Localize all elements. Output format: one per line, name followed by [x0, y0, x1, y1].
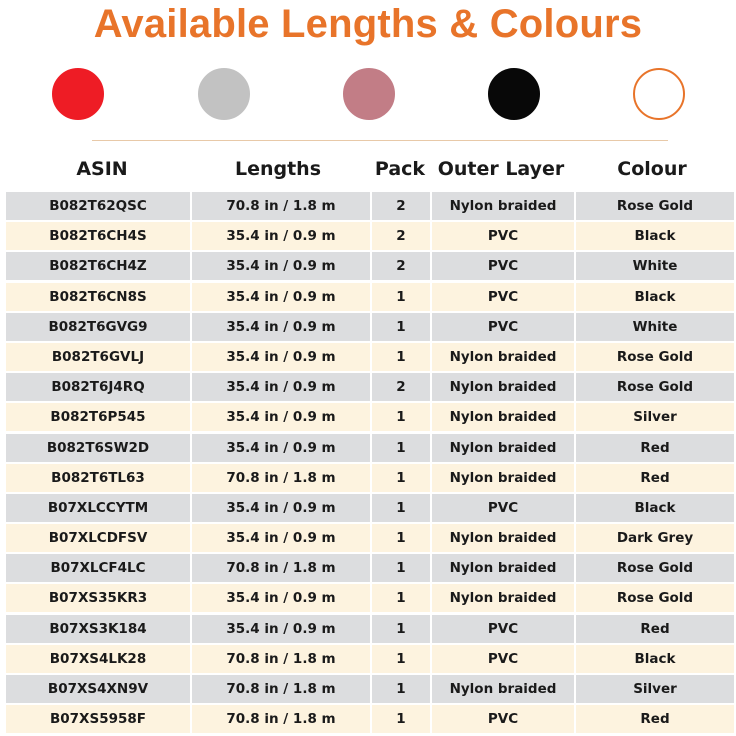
table-row	[6, 192, 734, 222]
cell-outer-layer: PVC	[432, 252, 574, 280]
table-row	[6, 615, 734, 645]
cell-pack: 1	[372, 343, 430, 371]
cell-length: 35.4 in / 0.9 m	[192, 584, 370, 612]
cell-colour: Red	[576, 464, 734, 492]
table-row	[6, 343, 734, 373]
colour-swatches	[0, 68, 736, 122]
cell-pack: 1	[372, 554, 430, 582]
cell-asin: B07XLCDFSV	[6, 524, 190, 552]
cell-pack: 2	[372, 222, 430, 250]
cell-colour: Rose Gold	[576, 554, 734, 582]
cell-colour: Black	[576, 283, 734, 311]
cell-asin: B07XS4LK28	[6, 645, 190, 673]
cell-length: 70.8 in / 1.8 m	[192, 675, 370, 703]
cell-outer-layer: Nylon braided	[432, 554, 574, 582]
cell-asin: B082T6TL63	[6, 464, 190, 492]
cell-pack: 1	[372, 434, 430, 462]
cell-outer-layer: PVC	[432, 494, 574, 522]
cell-asin: B082T6CN8S	[6, 283, 190, 311]
cell-outer-layer: PVC	[432, 645, 574, 673]
cell-outer-layer: PVC	[432, 283, 574, 311]
cell-pack: 2	[372, 373, 430, 401]
divider	[92, 140, 668, 141]
cell-length: 70.8 in / 1.8 m	[192, 554, 370, 582]
column-header-outer-layer: Outer Layer	[437, 158, 565, 180]
cell-pack: 1	[372, 494, 430, 522]
table-row	[6, 252, 734, 282]
table-row	[6, 675, 734, 705]
cell-pack: 1	[372, 615, 430, 643]
cell-outer-layer: Nylon braided	[432, 464, 574, 492]
cell-outer-layer: Nylon braided	[432, 403, 574, 431]
cell-length: 70.8 in / 1.8 m	[192, 645, 370, 673]
table-row	[6, 524, 734, 554]
table-row	[6, 373, 734, 403]
cell-outer-layer: Nylon braided	[432, 524, 574, 552]
table-row	[6, 464, 734, 494]
cell-outer-layer: PVC	[432, 313, 574, 341]
cell-asin: B07XLCCYTM	[6, 494, 190, 522]
cell-colour: Silver	[576, 403, 734, 431]
cell-length: 35.4 in / 0.9 m	[192, 524, 370, 552]
cell-length: 70.8 in / 1.8 m	[192, 464, 370, 492]
cell-outer-layer: PVC	[432, 222, 574, 250]
column-header-asin: ASIN	[76, 158, 128, 180]
cell-colour: Red	[576, 705, 734, 733]
cell-colour: Rose Gold	[576, 343, 734, 371]
cell-asin: B082T6P545	[6, 403, 190, 431]
cell-pack: 1	[372, 524, 430, 552]
cell-outer-layer: Nylon braided	[432, 192, 574, 220]
cell-colour: Silver	[576, 675, 734, 703]
cell-pack: 1	[372, 313, 430, 341]
cell-colour: Rose Gold	[576, 584, 734, 612]
cell-asin: B082T6GVG9	[6, 313, 190, 341]
table-row	[6, 313, 734, 343]
cell-asin: B07XS35KR3	[6, 584, 190, 612]
cell-length: 35.4 in / 0.9 m	[192, 434, 370, 462]
cell-pack: 1	[372, 584, 430, 612]
cell-outer-layer: Nylon braided	[432, 675, 574, 703]
table-body	[6, 192, 734, 735]
cell-asin: B082T62QSC	[6, 192, 190, 220]
cell-length: 70.8 in / 1.8 m	[192, 192, 370, 220]
cell-pack: 1	[372, 283, 430, 311]
white-swatch	[633, 68, 685, 120]
black-swatch	[488, 68, 540, 120]
cell-length: 70.8 in / 1.8 m	[192, 705, 370, 733]
table-header	[0, 154, 736, 184]
column-header-lengths: Lengths	[234, 158, 322, 180]
cell-outer-layer: Nylon braided	[432, 373, 574, 401]
column-header-pack: Pack	[374, 158, 426, 180]
cell-length: 35.4 in / 0.9 m	[192, 222, 370, 250]
cell-asin: B082T6SW2D	[6, 434, 190, 462]
cell-asin: B07XS4XN9V	[6, 675, 190, 703]
cell-length: 35.4 in / 0.9 m	[192, 343, 370, 371]
cell-asin: B082T6CH4S	[6, 222, 190, 250]
red-swatch	[52, 68, 104, 120]
table-row	[6, 222, 734, 252]
cell-outer-layer: Nylon braided	[432, 584, 574, 612]
cell-length: 35.4 in / 0.9 m	[192, 403, 370, 431]
cell-asin: B07XS5958F	[6, 705, 190, 733]
table-row	[6, 403, 734, 433]
cell-colour: Black	[576, 645, 734, 673]
cell-asin: B082T6CH4Z	[6, 252, 190, 280]
cell-pack: 1	[372, 675, 430, 703]
cell-colour: Rose Gold	[576, 373, 734, 401]
cell-asin: B082T6GVLJ	[6, 343, 190, 371]
table-row	[6, 705, 734, 735]
cell-colour: Rose Gold	[576, 192, 734, 220]
table-row	[6, 494, 734, 524]
cell-pack: 2	[372, 252, 430, 280]
table-row	[6, 434, 734, 464]
cell-outer-layer: PVC	[432, 615, 574, 643]
cell-colour: Black	[576, 222, 734, 250]
cell-pack: 1	[372, 464, 430, 492]
table-row	[6, 554, 734, 584]
cell-length: 35.4 in / 0.9 m	[192, 615, 370, 643]
cell-length: 35.4 in / 0.9 m	[192, 313, 370, 341]
cell-pack: 1	[372, 403, 430, 431]
cell-colour: Red	[576, 615, 734, 643]
cell-colour: White	[576, 313, 734, 341]
rose-gold-swatch	[343, 68, 395, 120]
cell-length: 35.4 in / 0.9 m	[192, 494, 370, 522]
cell-pack: 1	[372, 705, 430, 733]
cell-length: 35.4 in / 0.9 m	[192, 373, 370, 401]
cell-pack: 1	[372, 645, 430, 673]
cell-colour: White	[576, 252, 734, 280]
cell-length: 35.4 in / 0.9 m	[192, 252, 370, 280]
cell-colour: Dark Grey	[576, 524, 734, 552]
cell-outer-layer: Nylon braided	[432, 434, 574, 462]
cell-asin: B07XS3K184	[6, 615, 190, 643]
cell-length: 35.4 in / 0.9 m	[192, 283, 370, 311]
cell-outer-layer: Nylon braided	[432, 343, 574, 371]
cell-asin: B082T6J4RQ	[6, 373, 190, 401]
table-row	[6, 584, 734, 614]
column-header-colour: Colour	[617, 158, 687, 180]
table-row	[6, 283, 734, 313]
cell-colour: Black	[576, 494, 734, 522]
table-row	[6, 645, 734, 675]
cell-colour: Red	[576, 434, 734, 462]
cell-outer-layer: PVC	[432, 705, 574, 733]
cell-asin: B07XLCF4LC	[6, 554, 190, 582]
silver-swatch	[198, 68, 250, 120]
cell-pack: 2	[372, 192, 430, 220]
page-title: Available Lengths & Colours	[93, 2, 643, 46]
